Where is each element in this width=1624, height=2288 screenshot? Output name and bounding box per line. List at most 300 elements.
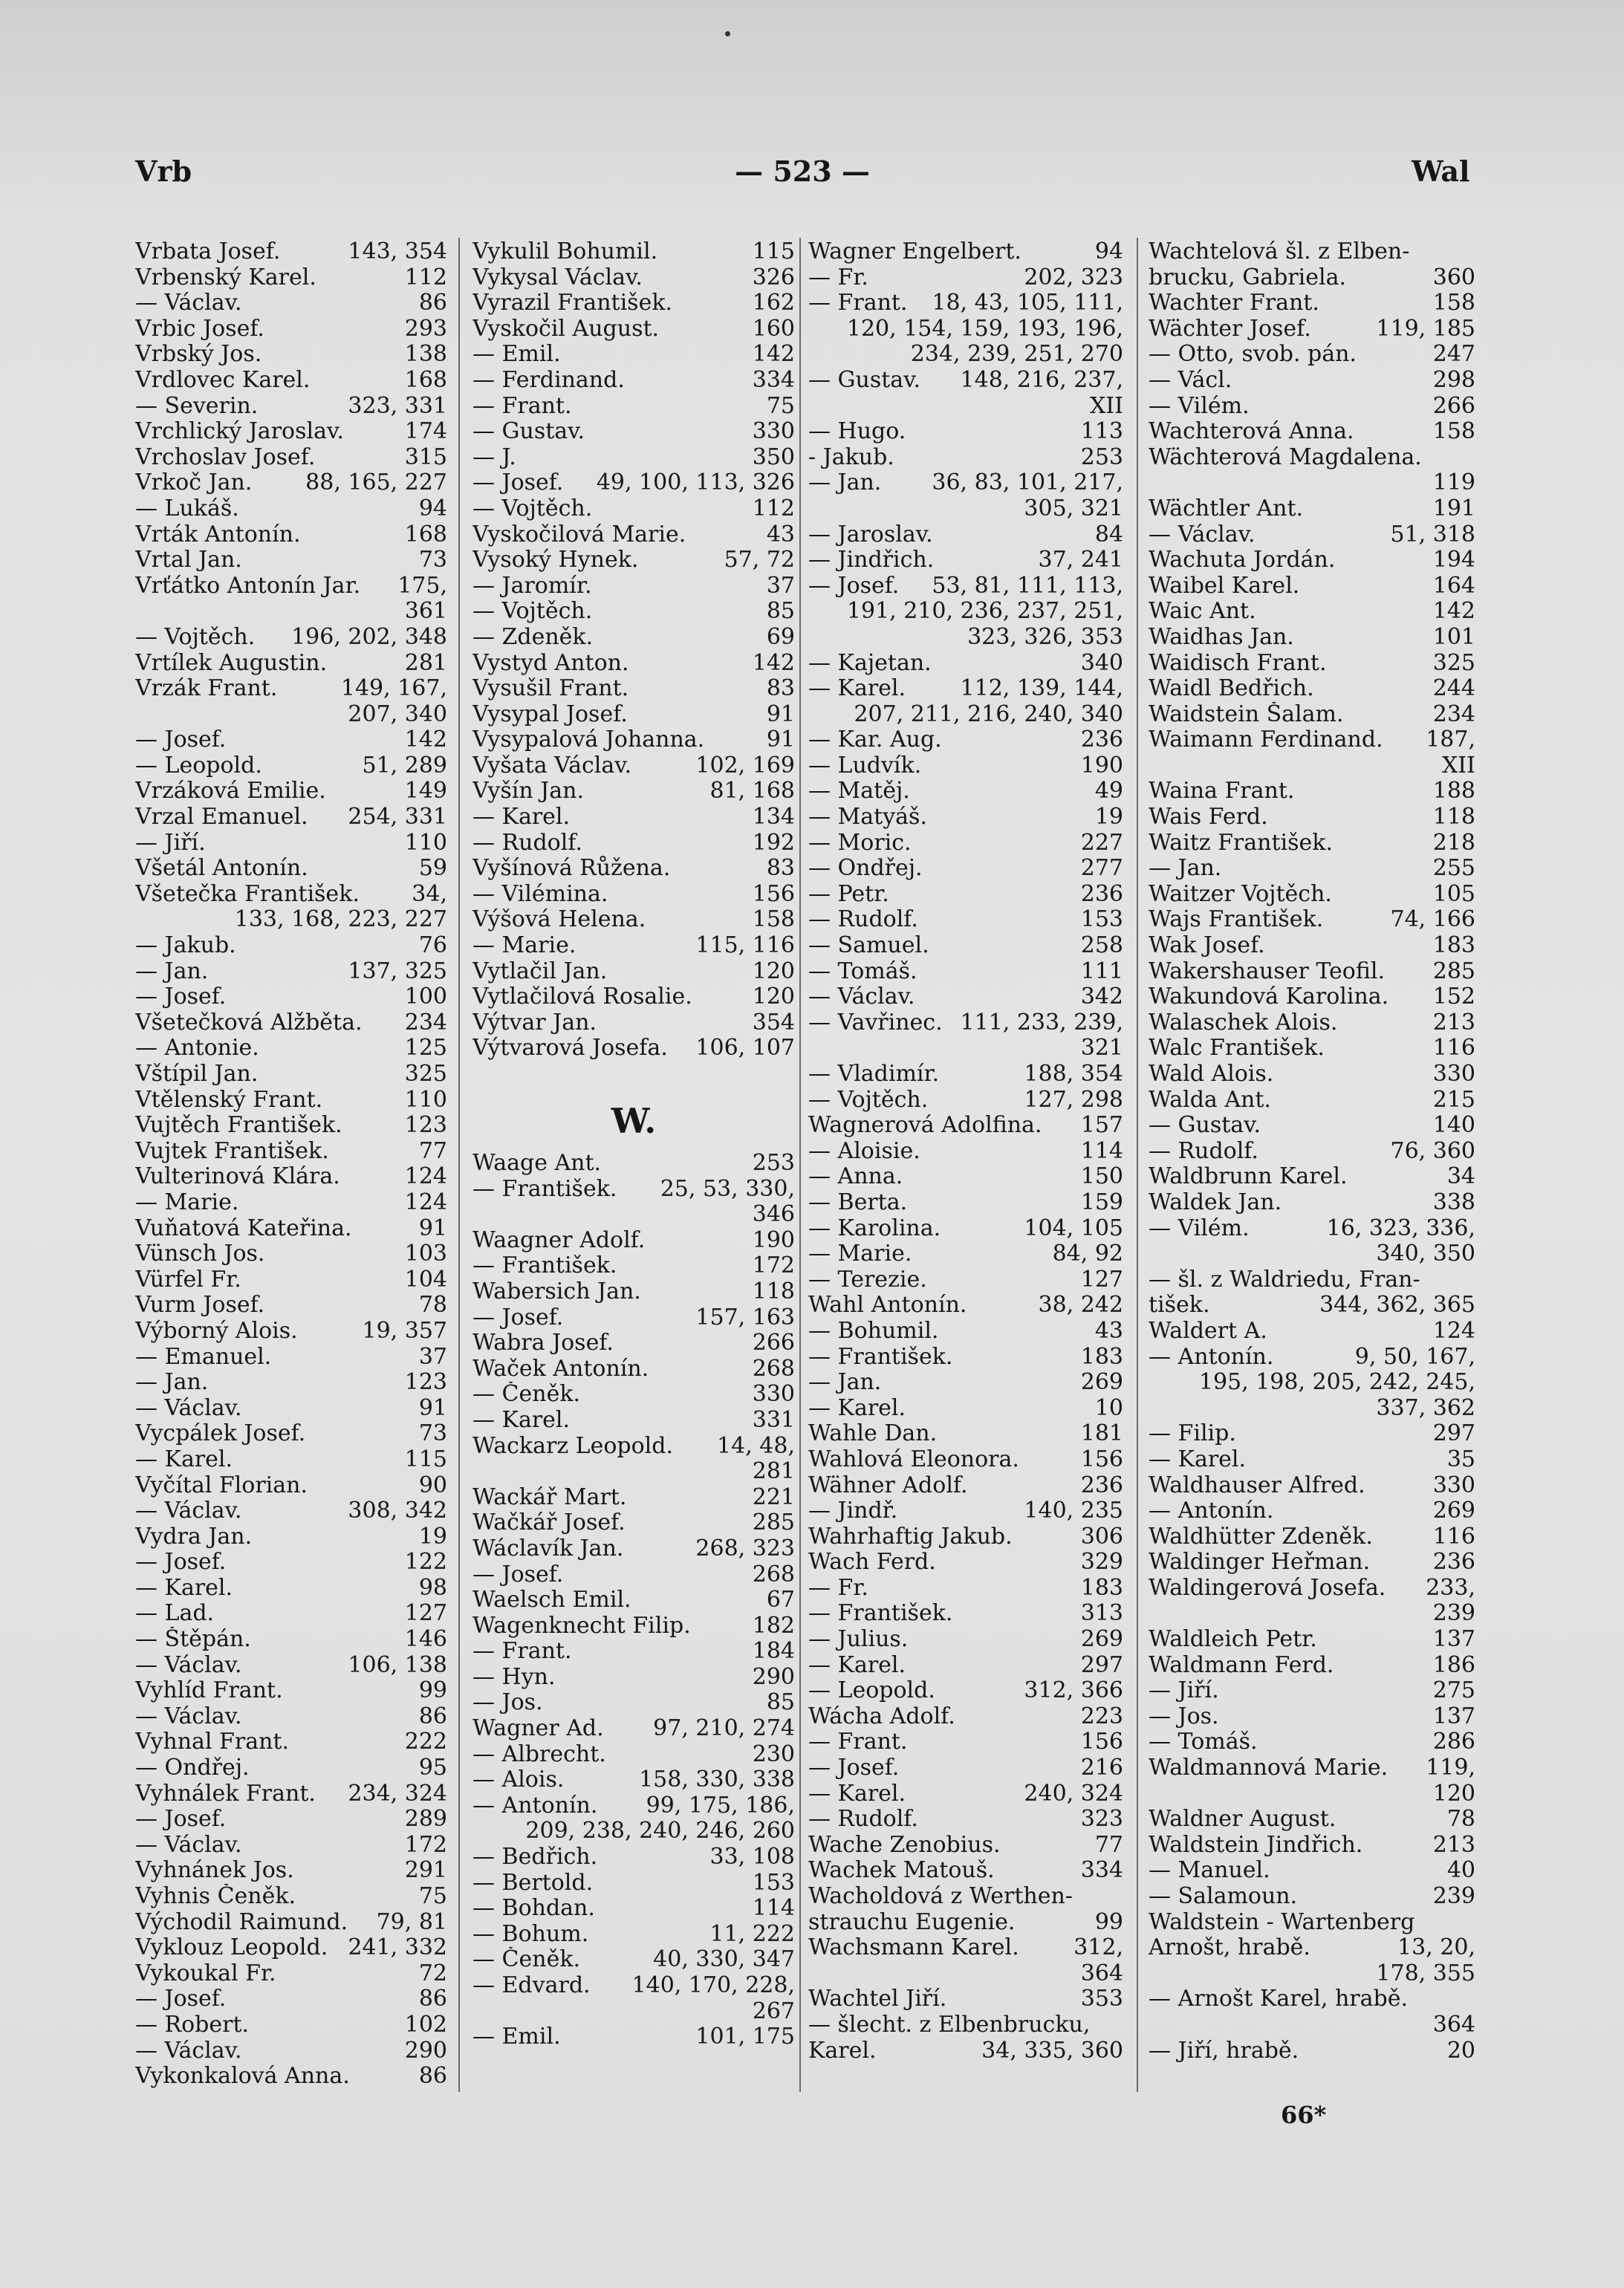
entry-pages: 73	[418, 547, 447, 573]
index-entry	[1149, 1627, 1475, 1653]
entry-pages: 119	[1432, 469, 1475, 496]
entry-pages: 86	[418, 290, 447, 316]
index-entry	[472, 1151, 795, 1177]
entry-name: — Tomáš.	[1149, 1729, 1258, 1755]
index-entry	[1149, 984, 1475, 1010]
entry-name: Vydra Jan.	[135, 1524, 253, 1550]
column-divider	[799, 238, 801, 2092]
entry-name: — Karel.	[135, 1446, 233, 1472]
entry-pages: 183	[1080, 1574, 1123, 1601]
entry-name: Vrtílek Augustin.	[135, 650, 328, 676]
entry-pages: 188	[1432, 778, 1475, 805]
index-entry	[135, 522, 447, 548]
entry-name: Wabersich Jan.	[472, 1278, 641, 1304]
index-entry	[472, 1793, 795, 1819]
entry-name: — Lad.	[135, 1601, 215, 1627]
entry-pages: 124	[404, 1163, 447, 1190]
entry-name: — Marie.	[808, 1241, 912, 1267]
entry-pages: 115	[404, 1446, 447, 1472]
index-entry	[1149, 1345, 1475, 1371]
entry-pages: 106, 138	[348, 1651, 447, 1678]
entry-pages: 18, 43, 105, 111,	[932, 290, 1123, 316]
running-head-right: Wal	[1412, 155, 1470, 188]
entry-pages: 49	[1094, 778, 1123, 805]
index-entry	[808, 290, 1123, 316]
entry-pages: 149, 167,	[340, 675, 447, 702]
entry-name: Vyhnis Čeněk.	[135, 1884, 296, 1909]
index-entry	[472, 394, 795, 420]
entry-pages: 40	[1446, 1857, 1475, 1884]
entry-name: Wahle Dan.	[808, 1421, 938, 1447]
entry-name: Vytlačilová Rosalie.	[472, 984, 692, 1010]
entry-name: — Karel.	[808, 1395, 906, 1421]
entry-name: — František.	[808, 1601, 953, 1627]
entry-pages: 76	[418, 932, 447, 959]
entry-name: — Josef.	[135, 727, 227, 753]
entry-pages: 120	[1432, 1780, 1475, 1807]
index-entry	[808, 933, 1123, 959]
entry-pages: 138	[404, 341, 447, 368]
entry-pages: 338	[1432, 1189, 1475, 1215]
entry-pages: 148, 216, 237,	[960, 366, 1123, 393]
entry-name: — Vojtěch.	[135, 624, 256, 650]
entry-pages: 297	[1080, 1651, 1123, 1678]
index-entry	[1149, 1319, 1475, 1345]
entry-name: — Samuel.	[808, 933, 929, 959]
index-entry	[808, 1293, 1123, 1319]
index-entry	[472, 265, 795, 291]
index-entry	[1149, 394, 1475, 420]
entry-name: — Kajetan.	[808, 650, 932, 676]
index-entry	[135, 394, 447, 420]
entry-pages: 209, 238, 240, 246, 260	[525, 1818, 795, 1845]
index-entry	[135, 1498, 447, 1524]
entry-name: Wajs František.	[1149, 907, 1324, 933]
entry-name: — Bohdan.	[472, 1896, 595, 1922]
entry-pages: 115, 116	[695, 932, 795, 959]
entry-pages: 187,	[1426, 727, 1475, 753]
entry-name: — Rudolf.	[472, 830, 582, 856]
entry-pages: 236	[1080, 880, 1123, 907]
index-entry	[1149, 1113, 1475, 1139]
entry-name: — Václav.	[135, 1652, 242, 1678]
entry-pages: 289	[404, 1806, 447, 1833]
entry-pages: 233,	[1426, 1574, 1475, 1601]
entry-pages: 190	[1080, 752, 1123, 779]
entry-name: Všetál Antonín.	[135, 856, 308, 882]
entry-pages: 76, 360	[1390, 1137, 1475, 1164]
entry-name: — Bertold.	[472, 1870, 594, 1896]
entry-name: — Václav.	[135, 2038, 242, 2064]
entry-name: — Antonie.	[135, 1036, 259, 1062]
index-entry	[808, 1550, 1123, 1576]
entry-name: — Vavřinec.	[808, 1010, 943, 1036]
entry-name: — Arnošt Karel, hrabě.	[1149, 1986, 1409, 2012]
entry-name: Vrzák Frant.	[135, 676, 278, 702]
entry-name: Wakershauser Teofil.	[1149, 958, 1385, 984]
entry-name: — Tomáš.	[808, 958, 917, 984]
entry-name: Wach Ferd.	[808, 1550, 936, 1576]
entry-name: — Václav.	[1149, 521, 1256, 547]
entry-pages: 268	[752, 1355, 795, 1382]
index-entry	[135, 702, 447, 728]
entry-pages: 104, 105	[1024, 1215, 1123, 1241]
entry-name: — Štěpán.	[135, 1627, 251, 1653]
entry-pages: 59	[418, 855, 447, 882]
entry-pages: 330	[752, 418, 795, 445]
entry-pages: 112, 139, 144,	[960, 675, 1123, 702]
index-entry	[135, 1884, 447, 1910]
entry-pages: 84	[1094, 521, 1123, 547]
entry-name: Wagner Ad.	[472, 1716, 604, 1742]
entry-pages: 124	[404, 1189, 447, 1215]
entry-name: Vysoký Hynek.	[472, 547, 639, 573]
index-entry	[1149, 1961, 1475, 1987]
index-entry	[808, 984, 1123, 1010]
entry-name: — Robert.	[135, 2012, 250, 2038]
entry-pages: 100	[404, 984, 447, 1010]
index-entry	[472, 676, 795, 702]
entry-name: — Albrecht.	[472, 1741, 606, 1767]
index-entry	[1149, 1267, 1475, 1293]
index-entry	[135, 2064, 447, 2090]
entry-pages: 239	[1432, 1883, 1475, 1909]
entry-pages: 156	[1080, 1446, 1123, 1472]
column-2-part-b	[472, 1151, 795, 2050]
entry-pages: 14, 48,	[717, 1432, 795, 1459]
entry-pages: 74, 166	[1390, 906, 1475, 933]
index-entry	[808, 1319, 1123, 1345]
index-entry	[808, 316, 1123, 342]
index-entry	[1149, 779, 1475, 805]
entry-name: — Jan.	[135, 958, 209, 984]
entry-pages: 184	[752, 1638, 795, 1665]
index-entry	[472, 1562, 795, 1588]
index-entry	[808, 651, 1123, 677]
entry-pages: 91	[418, 1215, 447, 1241]
entry-pages: 81, 168	[709, 778, 795, 805]
entry-name: Vštípil Jan.	[135, 1062, 259, 1087]
entry-name: — Antonín.	[472, 1793, 598, 1819]
entry-name: Waitzer Vojtěch.	[1149, 881, 1332, 907]
entry-name: — Jan.	[808, 1370, 882, 1396]
entry-name: — Lukáš.	[135, 495, 239, 521]
entry-pages: 78	[1446, 1806, 1475, 1833]
entry-pages: 159	[1080, 1189, 1123, 1215]
index-entry	[472, 1973, 795, 1999]
entry-pages: 53, 81, 111, 113,	[932, 572, 1123, 599]
entry-name: — Rudolf.	[1149, 1138, 1258, 1164]
entry-pages: 172	[752, 1252, 795, 1279]
entry-pages: 325	[404, 1061, 447, 1087]
entry-name: Vrbský Jos.	[135, 342, 262, 368]
entry-name: Walc František.	[1149, 1036, 1325, 1062]
entry-name: — Karel.	[808, 1652, 906, 1678]
index-entry	[472, 1767, 795, 1793]
index-entry	[808, 1113, 1123, 1139]
entry-pages: 77	[418, 1137, 447, 1164]
index-entry	[808, 573, 1123, 599]
index-entry	[808, 1755, 1123, 1781]
index-entry	[1149, 1601, 1475, 1627]
entry-pages: 140	[1432, 1112, 1475, 1139]
index-entry	[135, 933, 447, 959]
entry-pages: 140, 170, 228,	[631, 1972, 795, 1998]
index-entry	[472, 1177, 795, 1203]
entry-name: — Karel.	[135, 1575, 233, 1601]
running-head-left: Vrb	[135, 155, 192, 188]
index-entry	[808, 882, 1123, 908]
entry-name: — Frant.	[472, 1639, 572, 1665]
entry-pages: 37	[766, 572, 795, 599]
index-entry	[808, 547, 1123, 573]
entry-pages: 222	[404, 1729, 447, 1755]
entry-name: — Jan.	[808, 470, 882, 496]
entry-name: — Emil.	[472, 2024, 561, 2050]
index-entry	[808, 1370, 1123, 1396]
entry-pages: 194	[1432, 547, 1475, 573]
entry-name: Všetečka František.	[135, 881, 360, 907]
index-entry	[808, 1396, 1123, 1422]
index-entry	[808, 805, 1123, 831]
entry-pages: 244	[1432, 675, 1475, 702]
index-entry	[808, 1961, 1123, 1987]
entry-name: — František.	[472, 1176, 617, 1202]
entry-name: — Hyn.	[472, 1664, 556, 1690]
index-entry	[135, 265, 447, 291]
entry-name: Wachtelová šl. z Elben-	[1149, 239, 1410, 264]
entry-name: Wächterová Magdalena.	[1149, 444, 1422, 470]
entry-name: — Vojtěch.	[472, 495, 593, 521]
index-entry	[135, 984, 447, 1010]
entry-name: — Hugo.	[808, 419, 906, 445]
entry-name: Vyšínová Růžena.	[472, 856, 671, 882]
index-entry	[808, 1088, 1123, 1114]
index-entry	[135, 368, 447, 394]
index-entry	[135, 1113, 447, 1139]
entry-pages: 34,	[412, 880, 447, 907]
entry-pages: 102, 169	[695, 752, 795, 779]
entry-pages: 353	[1080, 1986, 1123, 2012]
index-entry	[472, 316, 795, 342]
index-entry	[472, 1202, 795, 1228]
entry-name: — Jiří.	[1149, 1678, 1219, 1704]
entry-name: — Moric.	[808, 830, 912, 856]
entry-pages: 86	[418, 2063, 447, 2090]
entry-name: Waitz František.	[1149, 830, 1333, 856]
entry-name: — Marie.	[472, 933, 576, 959]
entry-pages: 79, 81	[376, 1908, 447, 1935]
entry-pages: 281	[404, 649, 447, 676]
index-entry	[472, 1010, 795, 1036]
index-entry	[135, 599, 447, 625]
entry-name: Vykulil Bohumil.	[472, 239, 658, 264]
entry-pages: 153	[752, 1869, 795, 1896]
index-entry	[472, 651, 795, 677]
index-entry	[472, 342, 795, 368]
index-entry	[1149, 1088, 1475, 1114]
index-entry	[472, 496, 795, 522]
index-entry	[472, 1510, 795, 1536]
entry-pages: 207, 211, 216, 240, 340	[854, 701, 1123, 727]
entry-name: — Alois.	[472, 1767, 565, 1793]
entry-name: Vyhnánek Jos.	[135, 1858, 294, 1884]
index-entry	[472, 1742, 795, 1768]
index-entry	[135, 1190, 447, 1216]
entry-pages: 119,	[1426, 1755, 1475, 1781]
index-entry	[808, 625, 1123, 651]
entry-name: — Karel.	[808, 1781, 906, 1807]
index-entry	[808, 779, 1123, 805]
entry-pages: 140, 235	[1024, 1498, 1123, 1524]
index-entry	[1149, 547, 1475, 573]
entry-name: brucku, Gabriela.	[1149, 264, 1347, 290]
entry-pages: 321	[1080, 1035, 1123, 1062]
entry-pages: 312,	[1074, 1934, 1123, 1961]
entry-name: Wachter Frant.	[1149, 290, 1319, 316]
index-entry	[472, 1305, 795, 1331]
entry-pages: 266	[1432, 392, 1475, 419]
entry-name: — Vojtěch.	[472, 599, 593, 625]
entry-name: Vykoukal Fr.	[135, 1960, 276, 1986]
entry-name: — Gustav.	[808, 367, 921, 393]
entry-name: — František.	[808, 1344, 953, 1370]
entry-name: Wachtel Jiří.	[808, 1986, 947, 2012]
entry-name: Waldstein Jindřich.	[1149, 1832, 1363, 1858]
entry-pages: 323, 326, 353	[967, 623, 1123, 650]
entry-pages: 364	[1080, 1960, 1123, 1986]
entry-name: — Jindřich.	[808, 547, 935, 573]
entry-name: — Josef.	[472, 470, 564, 496]
index-entry	[1149, 831, 1475, 857]
entry-name: Vysypal Josef.	[472, 701, 628, 727]
entry-name: — Emil.	[472, 342, 561, 368]
entry-name: — Berta.	[808, 1189, 908, 1215]
index-entry	[135, 1164, 447, 1190]
index-entry	[808, 1678, 1123, 1704]
entry-pages: 101	[1432, 623, 1475, 650]
entry-name: Wak Josef.	[1149, 933, 1265, 959]
index-entry	[1149, 933, 1475, 959]
entry-pages: 291	[404, 1857, 447, 1884]
entry-name: — Bedřich.	[472, 1845, 598, 1871]
entry-name: Vrťátko Antonín Jar.	[135, 573, 361, 599]
index-entry	[808, 676, 1123, 702]
entry-pages: 181	[1080, 1420, 1123, 1447]
entry-name: — Rudolf.	[808, 907, 918, 933]
entry-name: — Čeněk.	[472, 1947, 581, 1973]
entry-name: — Fr.	[808, 1575, 868, 1601]
entry-name: — Ondřej.	[808, 856, 923, 882]
entry-name: Vtělenský Frant.	[135, 1087, 323, 1113]
entry-pages: 153	[1080, 906, 1123, 933]
index-entry	[135, 805, 447, 831]
index-entry	[135, 1550, 447, 1576]
entry-name: Wähner Adolf.	[808, 1472, 968, 1498]
entry-name: — Václav.	[135, 1395, 242, 1421]
entry-pages: 255	[1432, 855, 1475, 882]
index-entry	[135, 1345, 447, 1371]
entry-name: Všetečková Alžběta.	[135, 1010, 363, 1036]
entry-name: Wacholdová z Werthen-	[808, 1884, 1073, 1909]
index-entry	[472, 368, 795, 394]
index-entry	[472, 1999, 795, 2025]
index-entry	[472, 1819, 795, 1845]
entry-name: Vyšata Václav.	[472, 753, 632, 779]
entry-name: Vrchlický Jaroslav.	[135, 419, 344, 445]
entry-name: — Gustav.	[1149, 1113, 1261, 1139]
index-entry	[1149, 1935, 1475, 1961]
entry-pages: 40, 330, 347	[653, 1946, 795, 1973]
index-column-1	[135, 239, 447, 2090]
entry-pages: 75	[766, 392, 795, 419]
entry-name: Wagnerová Adolfina.	[808, 1113, 1042, 1139]
entry-pages: 77	[1094, 1831, 1123, 1858]
entry-pages: 156	[752, 880, 795, 907]
index-entry	[135, 1447, 447, 1473]
entry-pages: 91	[766, 701, 795, 727]
index-entry	[472, 1587, 795, 1613]
index-entry	[472, 805, 795, 831]
entry-pages: 234	[1432, 701, 1475, 727]
entry-name: — Václav.	[135, 1498, 242, 1524]
entry-pages: 168	[404, 366, 447, 393]
entry-pages: 16, 323, 336,	[1326, 1215, 1475, 1241]
entry-pages: 43	[1094, 1317, 1123, 1344]
entry-pages: 142	[752, 341, 795, 368]
entry-pages: 158, 330, 338	[639, 1767, 795, 1793]
entry-pages: 230	[752, 1741, 795, 1767]
index-entry	[135, 1678, 447, 1704]
entry-pages: 51, 318	[1390, 521, 1475, 547]
entry-name: — Jaroslav.	[808, 521, 933, 547]
index-entry	[1149, 1010, 1475, 1036]
entry-pages: 78	[418, 1292, 447, 1319]
entry-pages: 221	[752, 1483, 795, 1510]
entry-pages: 182	[752, 1612, 795, 1639]
entry-pages: 290	[404, 2037, 447, 2064]
entry-name: — Matěj.	[808, 779, 910, 805]
entry-pages: 95	[418, 1755, 447, 1781]
index-entry	[135, 2038, 447, 2064]
entry-pages: 183	[1080, 1343, 1123, 1370]
entry-name: — Jindř.	[808, 1498, 898, 1524]
index-entry	[472, 727, 795, 753]
entry-pages: 168	[404, 521, 447, 547]
index-entry	[808, 1062, 1123, 1088]
entry-name: — Jan.	[1149, 856, 1222, 882]
entry-pages: 13, 20,	[1397, 1934, 1475, 1961]
index-entry	[135, 496, 447, 522]
entry-pages: 33, 108	[709, 1844, 795, 1871]
entry-name: — Anna.	[808, 1164, 903, 1190]
entry-pages: 106, 107	[695, 1035, 795, 1062]
entry-pages: 361	[404, 598, 447, 625]
index-entry	[135, 882, 447, 908]
index-entry	[472, 2024, 795, 2050]
index-entry	[1149, 805, 1475, 831]
entry-pages: 116	[1432, 1523, 1475, 1550]
entry-pages: 285	[1432, 958, 1475, 984]
entry-pages: 275	[1432, 1677, 1475, 1704]
entry-pages: 69	[766, 623, 795, 650]
entry-name: Vulterinová Klára.	[135, 1164, 340, 1190]
entry-name: Výtvarová Josefa.	[472, 1036, 668, 1062]
entry-pages: 269	[1080, 1626, 1123, 1653]
index-entry	[135, 753, 447, 779]
entry-pages: 43	[766, 521, 795, 547]
index-entry	[135, 1627, 447, 1653]
